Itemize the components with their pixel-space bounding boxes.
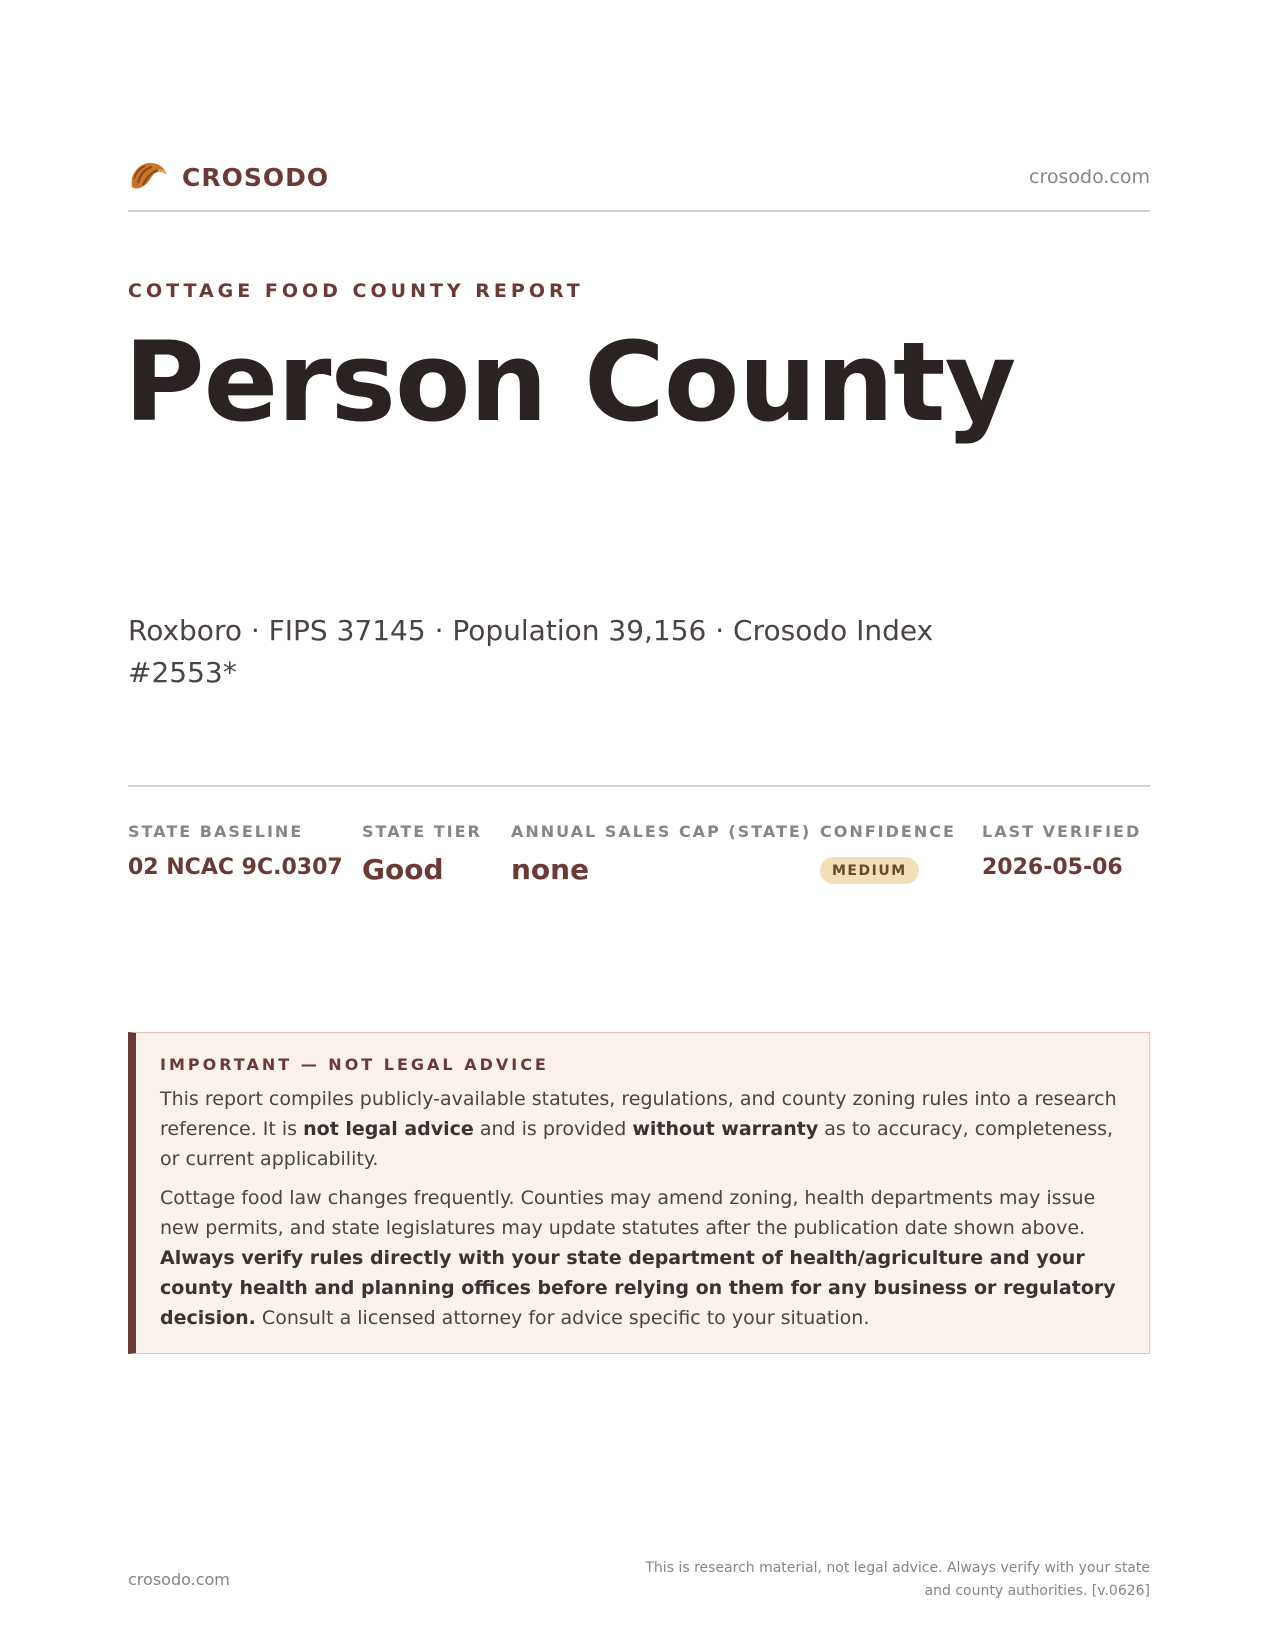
county-subtitle: Roxboro · FIPS 37145 · Population 39,156 · Crosodo Index #2553* [128,614,934,689]
notice-text: and is provided [473,1118,633,1140]
notice-text: This report compiles publicly-available statutes, regulations, and county zoning rules into a research reference. It is [160,1088,1117,1140]
brand[interactable] [128,157,329,197]
stat-state-tier [362,822,482,886]
notice-title: IMPORTANT — NOT LEGAL ADVICE [160,1055,549,1074]
report-kicker: COTTAGE FOOD COUNTY REPORT [128,280,584,302]
section-divider [128,785,1150,787]
footer-site[interactable]: crosodo.com [128,1570,230,1589]
stat-value: 2026-05-06 [982,855,1123,880]
notice-emphasis: not legal advice [303,1118,474,1140]
stat-sales-cap [511,822,811,886]
stat-state-baseline [128,822,343,880]
stat-label: STATE TIER [362,822,482,841]
notice-paragraph-2 [160,1183,1123,1333]
notice-text: as to accuracy, completeness, or current applicability. [160,1118,1114,1170]
stat-confidence [820,822,956,884]
footer-disclaimer-line: and county authorities. [v.0626] [924,1583,1150,1599]
notice-paragraph-1 [160,1084,1123,1174]
legal-notice [128,1032,1150,1354]
notice-emphasis: Always verify rules directly with your state department of health/agriculture and your county health and planning offices before relying on them for any business or regulatory decision. [160,1247,1116,1329]
notice-emphasis: without warranty [632,1118,819,1140]
stat-label: ANNUAL SALES CAP (STATE) [511,822,812,841]
brand-name: CROSODO [182,162,330,192]
notice-text: Cottage food law changes frequently. Counties may amend zoning, health departments may issue new permits, and state legislatures may update statutes after the publication date shown above. [160,1187,1096,1239]
stat-value: Good [362,853,444,886]
stat-label: STATE BASELINE [128,822,304,841]
stat-label: CONFIDENCE [820,822,956,841]
stats-row [0,822,1275,902]
stat-label: LAST VERIFIED [982,822,1142,841]
stat-value: 02 NCAC 9C.0307 [128,855,343,880]
footer-disclaimer-line: This is research material, not legal advice. Always verify with your state [645,1560,1150,1576]
stat-last-verified [982,822,1141,880]
notice-text: Consult a licensed attorney for advice specific to your situation. [255,1307,870,1329]
page-header [128,160,1150,212]
stat-value: none [511,853,590,886]
county-title: Person County [124,318,1016,446]
confidence-badge: MEDIUM [820,857,919,884]
site-url[interactable]: crosodo.com [1029,166,1150,188]
croissant-icon [128,157,168,197]
footer-disclaimer [630,1557,1150,1603]
